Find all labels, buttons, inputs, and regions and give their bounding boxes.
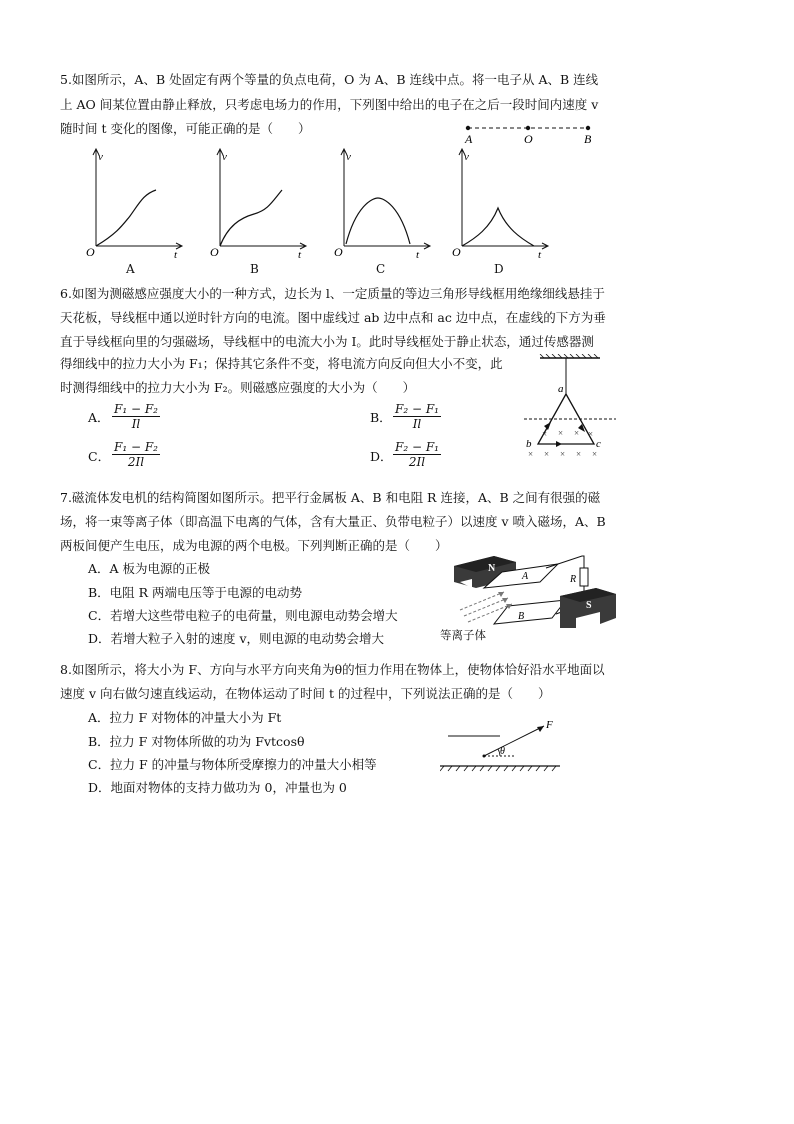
vertex-b-label: b (526, 438, 532, 450)
q7-option-d[interactable]: D．若增大粒子入射的速度 v，则电源的电动势会增大 (88, 631, 385, 646)
field-mark: × (588, 429, 594, 439)
plasma-label: 等离子体 (440, 628, 486, 642)
axis-v-label: v (464, 151, 469, 163)
q6-option-d-fraction: $\frac{\text{F₂ − F₁}}{2Il}$ (395, 440, 439, 469)
q6-option-a-fraction: $\frac{\text{F₁ − F₂}}{Il}$ (114, 402, 158, 431)
q6-option-c-fraction: $\frac{\text{F₁ − F₂}}{2Il}$ (114, 440, 158, 469)
field-mark: × (542, 429, 548, 439)
axis-t-label: t (538, 249, 542, 258)
q5-graph-b (208, 146, 312, 258)
q8-option-b[interactable]: B．拉力 F 对物体所做的功为 Fvtcosθ (88, 734, 305, 749)
plate-a-label: A (522, 571, 529, 582)
q5-line-1: 5.如图所示，A、B 处固定有两个等量的负点电荷，O 为 A、B 连线中点。将一电子从 A、B 连线 (60, 72, 599, 87)
q8-option-c[interactable]: C．拉力 F 的冲量与物体所受摩擦力的冲量大小相等 (88, 757, 377, 772)
field-mark: × (528, 449, 534, 459)
field-mark: × (544, 449, 550, 459)
segment-label-b: B (584, 132, 592, 146)
origin-label: O (334, 245, 343, 258)
q5-line-2: 上 AO 间某位置由静止释放，只考虑电场力的作用，下列图中给出的电子在之后一段时间内速度 v (60, 97, 599, 112)
q6-triangle-figure (520, 354, 620, 464)
q6-option-b[interactable]: B． (370, 410, 392, 425)
axis-v-label: v (346, 151, 351, 163)
q6-line-2: 天花板，导线框中通以逆时针方向的电流。图中虚线过 ab 边中点和 ac 边中点，在虚线的下方为垂 (60, 310, 606, 325)
axis-t-label: t (174, 249, 178, 258)
q6-option-a[interactable]: A． (88, 410, 110, 425)
q8-line-2: 速度 v 向右做匀速直线运动，在物体运动了时间 t 的过程中，下列说法正确的是（ ） (60, 686, 551, 701)
q6-line-4: 得细线中的拉力大小为 F₁；保持其它条件不变，将电流方向反向但大小不变，此 (60, 356, 503, 371)
magnet-n-label: N (488, 563, 496, 574)
q5-graph-a (84, 146, 188, 258)
field-mark: × (592, 449, 598, 459)
q5-line-3: 随时间 t 变化的图像，可能正确的是（ ） (60, 121, 311, 136)
axis-t-label: t (298, 249, 302, 258)
origin-label: O (86, 245, 95, 258)
magnet-s-label: S (586, 600, 592, 611)
q7-line-3: 两板间便产生电压，成为电源的两个电极。下列判断正确的是（ ） (60, 538, 448, 553)
q6-option-c[interactable]: C． (88, 449, 111, 464)
graph-caption-d: D (494, 262, 504, 276)
graph-caption-c: C (376, 262, 386, 276)
plate-b-label: B (518, 611, 525, 622)
q7-option-a[interactable]: A．A 板为电源的正极 (88, 561, 211, 576)
segment-label-o: O (524, 132, 533, 146)
angle-theta-label: θ (500, 746, 505, 757)
q5-segment-figure (460, 120, 600, 146)
q8-option-d[interactable]: D．地面对物体的支持力做功为 0，冲量也为 0 (88, 780, 347, 795)
q6-option-d[interactable]: D． (370, 449, 393, 464)
axis-v-label: v (98, 151, 103, 163)
field-mark: × (574, 428, 580, 438)
q5-graph-d (450, 146, 554, 258)
segment-label-a: A (465, 132, 473, 146)
q7-option-b[interactable]: B．电阻 R 两端电压等于电源的电动势 (88, 585, 303, 600)
axis-t-label: t (416, 249, 420, 258)
q8-option-a[interactable]: A．拉力 F 对物体的冲量大小为 Ft (88, 710, 282, 725)
q8-line-1: 8.如图所示，将大小为 F、方向与水平方向夹角为θ的恒力作用在物体上，使物体恰好沿水平地面以 (60, 662, 605, 677)
origin-label: O (452, 245, 461, 258)
vertex-c-label: c (596, 438, 601, 450)
graph-caption-b: B (250, 262, 259, 276)
graph-caption-a: A (126, 262, 135, 276)
q6-line-3: 直于导线框向里的匀强磁场，导线框中的电流大小为 I。此时导线框处于静止状态，通过传感器测 (60, 334, 594, 349)
axis-v-label: v (222, 151, 227, 163)
resistor-label: R (570, 574, 577, 585)
field-mark: × (576, 449, 582, 459)
q7-line-2: 场，将一束等离子体（即高温下电离的气体，含有大量正、负带电粒子）以速度 v 喷入磁场，A、B (60, 514, 606, 529)
field-mark: × (560, 449, 566, 459)
q6-option-b-fraction: $\frac{\text{F₂ − F₁}}{Il}$ (395, 402, 439, 431)
q7-line-1: 7.磁流体发电机的结构简图如图所示。把平行金属板 A、B 和电阻 R 连接，A、B 之间有很强的磁 (60, 490, 601, 505)
vertex-a-label: a (558, 383, 564, 395)
q5-graph-c (332, 146, 436, 258)
q6-line-1: 6.如图为测磁感应强度大小的一种方式，边长为 l、一定质量的等边三角形导线框用绝缘细线悬挂于 (60, 286, 605, 301)
q6-line-5: 时测得细线中的拉力大小为 F₂。则磁感应强度的大小为（ ） (60, 380, 416, 395)
q8-force-figure (440, 716, 580, 776)
force-f-label: F (546, 719, 553, 731)
origin-label: O (210, 245, 219, 258)
q7-option-c[interactable]: C．若增大这些带电粒子的电荷量，则电源电动势会增大 (88, 608, 398, 623)
field-mark: × (558, 428, 564, 438)
